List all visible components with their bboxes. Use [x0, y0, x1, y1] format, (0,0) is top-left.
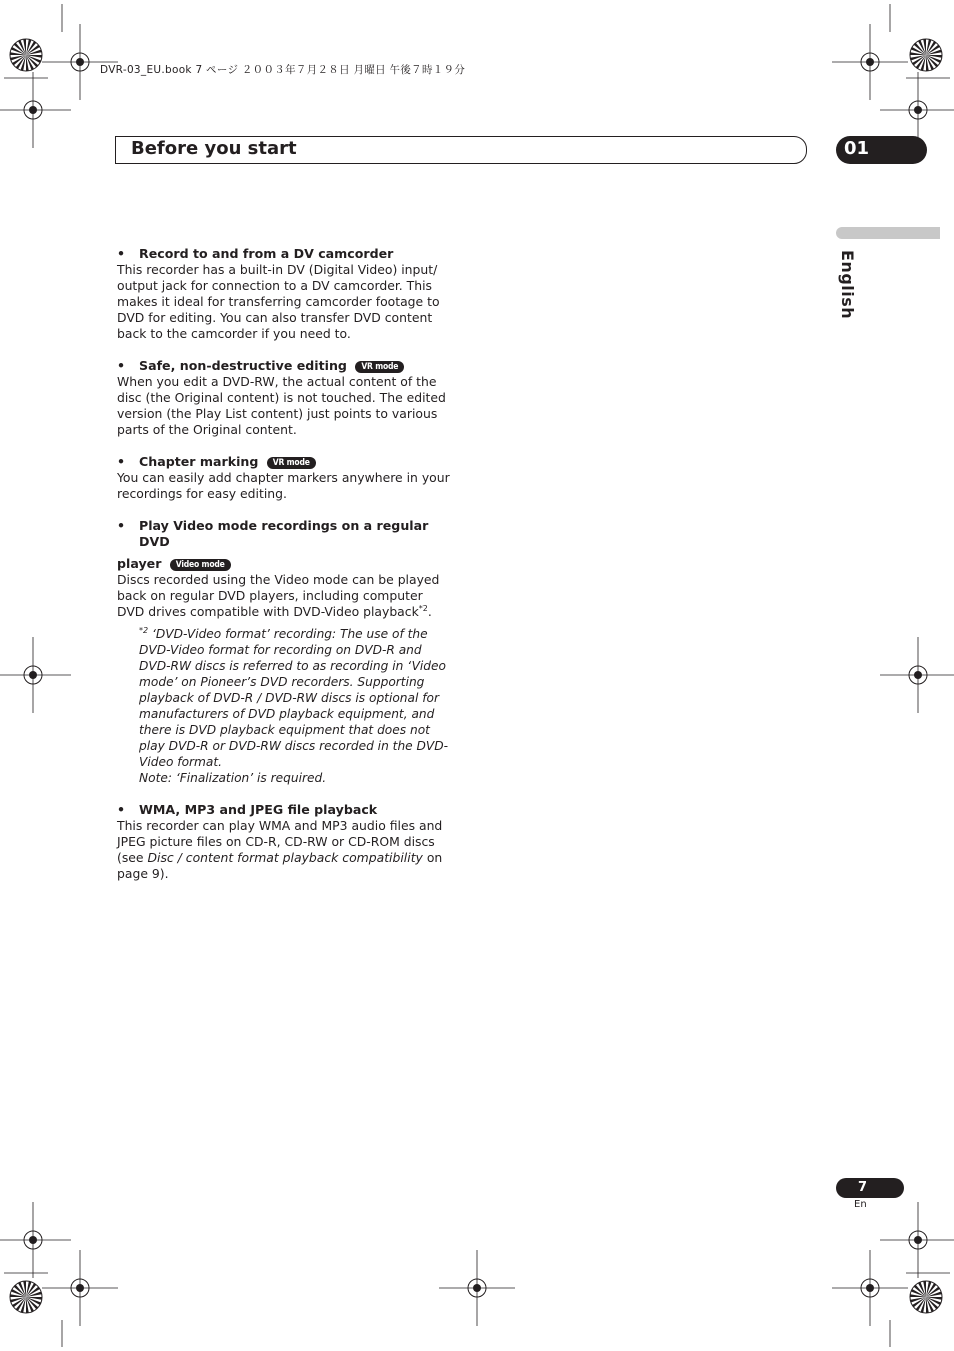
starburst-wedge	[26, 55, 38, 67]
language-tab-label: English	[838, 250, 857, 320]
print-slug-line: DVR-03_EU.book 7 ページ ２００３年７月２８日 月曜日 午後７時１９分	[100, 64, 466, 76]
feature-title: • Record to and from a DV camcorder	[117, 246, 394, 261]
bullet: •	[117, 518, 126, 533]
page-number-badge	[836, 1178, 904, 1198]
feature-item	[117, 246, 451, 342]
section-header	[115, 136, 807, 164]
feature-title-continued: player Video mode	[117, 556, 451, 572]
vr-mode-badge: VR mode	[355, 361, 404, 373]
feature-item	[117, 358, 451, 438]
feature-title: • Play Video mode recordings on a regular DVD	[117, 518, 429, 549]
starburst-wedge	[26, 1297, 38, 1309]
page-title: Before you start	[131, 138, 297, 159]
chapter-number: 01	[844, 138, 870, 159]
page-number: 7	[858, 1180, 868, 1195]
starburst-wedge	[926, 55, 938, 67]
feature-body: This recorder has a built-in DV (Digital Video) input/ output jack for connection to a DV camcorder. This makes it ideal for transferring camcorder footage to DVD for editing. You can also transfer DVD content back to the camcorder if you need to.	[117, 262, 440, 341]
chapter-number-badge	[836, 136, 927, 164]
cross-reference: Disc / content format playback compatibility	[147, 850, 423, 865]
video-mode-badge: Video mode	[170, 559, 231, 571]
main-column	[117, 246, 451, 882]
bullet: •	[117, 454, 126, 469]
feature-body: Discs recorded using the Video mode can be played back on regular DVD players, including computer DVD drives compatible with DVD-Video playback$^{*2}$.	[117, 572, 440, 619]
footnote: $^{*2}$ ‘DVD-Video format’ recording: The use of the DVD-Video format for recording on DVD-R and DVD-RW discs is referred to as recording in ‘Video mode’ on Pioneer’s DVD recorders. Supporting playback of DVD-R / DVD-RW discs is optional for manufacturers of DVD playback equipment, and there is DVD playback equipment that does not play DVD-R or DVD-RW discs recorded in the DVD-Video format. Note: ‘Finalization’ is required.	[139, 625, 449, 785]
language-tab-bar	[836, 227, 940, 239]
feature-body: This recorder can play WMA and MP3 audio files and JPEG picture files on CD-R, CD-RW or CD-ROM discs (see Disc / content format playback compatibility on page 9).	[117, 818, 443, 881]
bullet: •	[117, 802, 126, 817]
vr-mode-badge: VR mode	[267, 457, 316, 469]
feature-title: • Safe, non-destructive editing VR mode	[117, 358, 451, 374]
bullet: •	[117, 246, 126, 261]
feature-title: • WMA, MP3 and JPEG file playback	[117, 802, 378, 817]
starburst-wedge	[14, 1285, 26, 1297]
starburst-wedge	[914, 1285, 926, 1297]
footnote-marker: *2	[139, 625, 149, 635]
page-language-code: En	[854, 1199, 867, 1210]
feature-item	[117, 802, 451, 882]
feature-item	[117, 454, 451, 502]
footnote-ref: *2	[418, 603, 428, 613]
bullet: •	[117, 358, 126, 373]
starburst-wedge	[926, 1297, 938, 1309]
starburst-wedge	[914, 43, 926, 55]
footnote-note: Note: ‘Finalization’ is required.	[139, 771, 327, 785]
feature-title: • Chapter marking VR mode	[117, 454, 451, 470]
feature-item	[117, 518, 451, 786]
feature-body: You can easily add chapter markers anywhere in your recordings for easy editing.	[117, 470, 450, 501]
feature-body: When you edit a DVD-RW, the actual content of the disc (the Original content) is not touched. The edited version (the Play List content) just points to various parts of the Original content.	[117, 374, 446, 437]
starburst-wedge	[14, 43, 26, 55]
